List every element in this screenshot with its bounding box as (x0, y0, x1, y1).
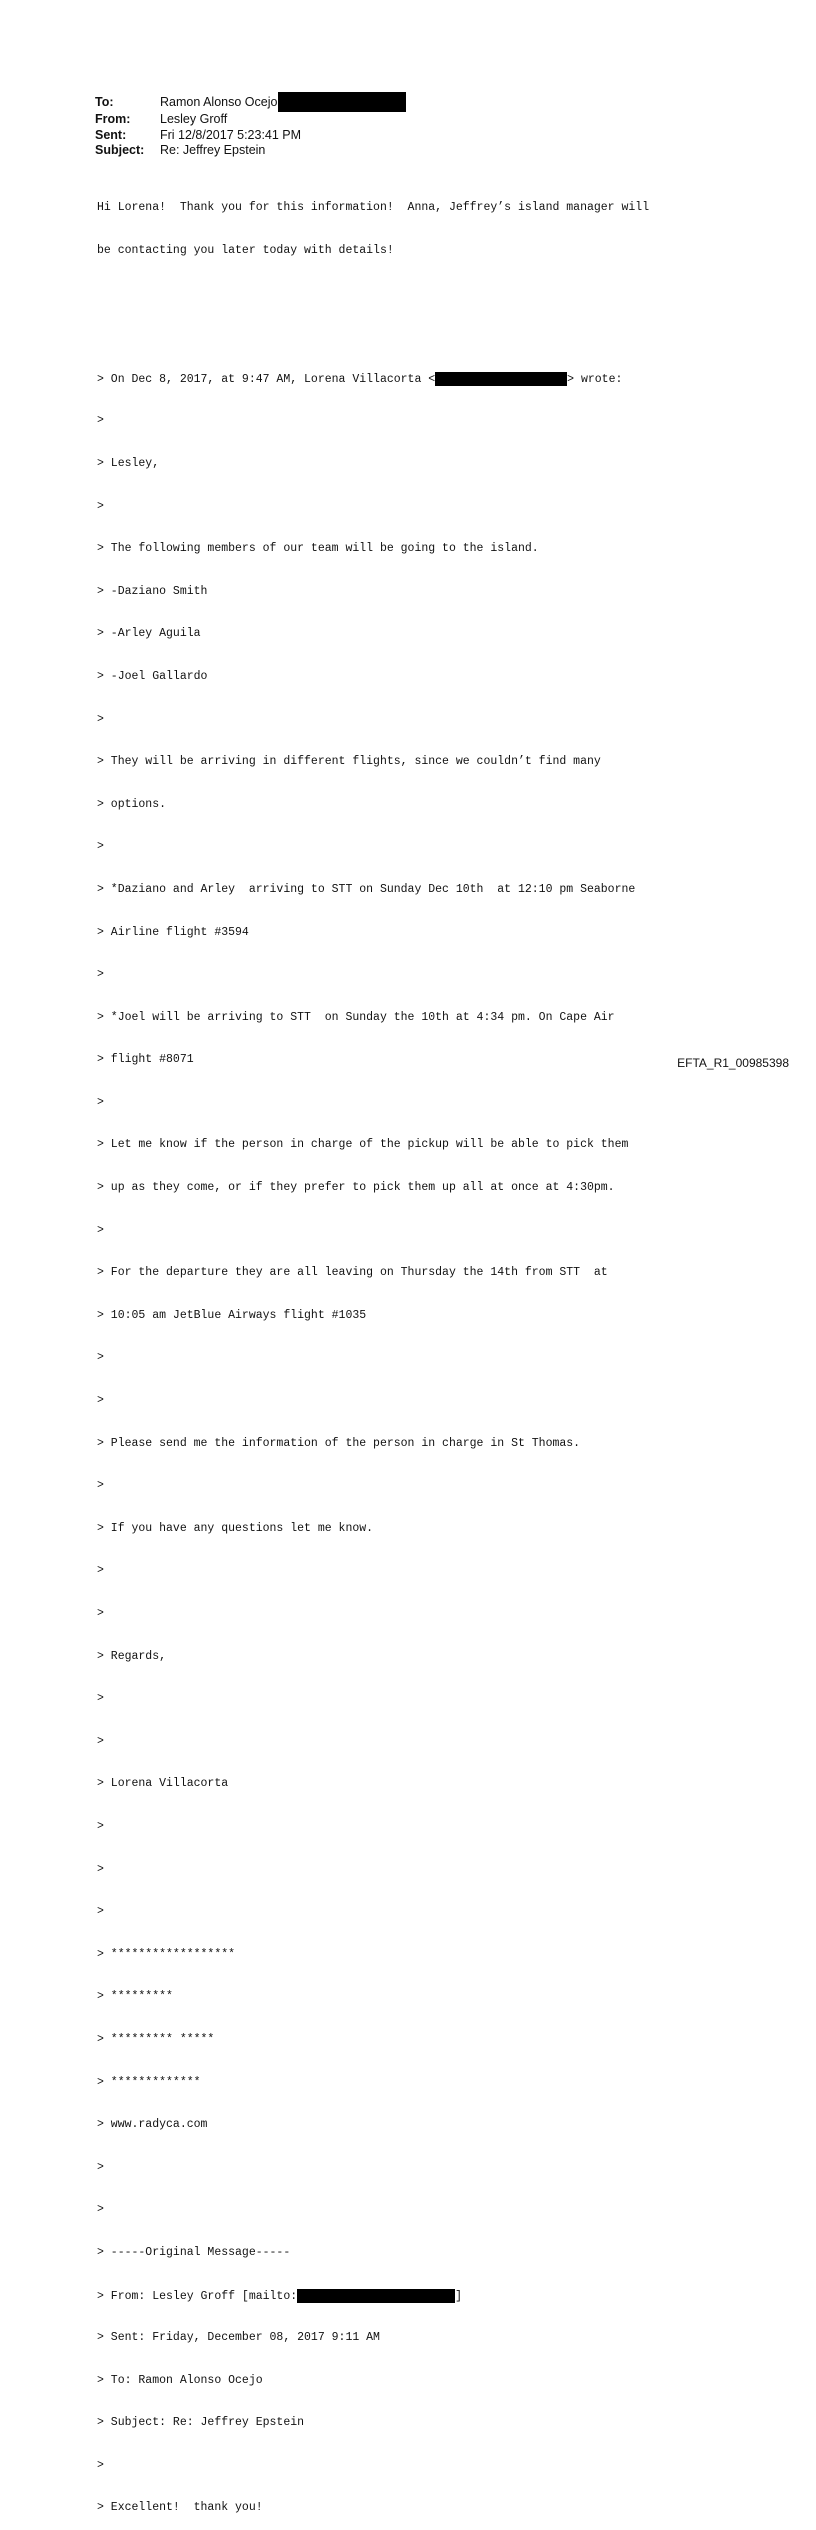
to-value: Ramon Alonso Ocejo (160, 95, 278, 109)
blank-line (97, 329, 649, 343)
quoted-line: > flight #8071 (97, 1053, 194, 1067)
quoted-line: > ************* (97, 2075, 201, 2089)
from-row (95, 112, 406, 128)
quoted-line: > up as they come, or if they prefer to pick them up all at once at 4:30pm. (97, 1181, 615, 1195)
quoted-line: > (97, 1734, 104, 1748)
quoted-line: > (97, 1223, 104, 1237)
quote-intro-tail: > wrote: (567, 372, 623, 386)
quoted-line: > (97, 1819, 104, 1833)
quoted-line: > (97, 840, 104, 854)
quoted-line: > -----Original Message----- (97, 2245, 291, 2259)
quoted-line: > (97, 1479, 104, 1493)
quote-intro-text: > On Dec 8, 2017, at 9:47 AM, Lorena Villacorta < (97, 372, 436, 386)
quoted-line: > 10:05 am JetBlue Airways flight #1035 (97, 1308, 367, 1322)
quoted-line: > (97, 968, 104, 982)
sent-value: Fri 12/8/2017 5:23:41 PM (160, 127, 302, 142)
quoted-line: > (97, 2203, 104, 2217)
quoted-line: > (97, 1564, 104, 1578)
quoted-line: > (97, 712, 104, 726)
subject-row (95, 143, 406, 159)
quoted-line: > (97, 1095, 104, 1109)
quoted-line: > Let me know if the person in charge of the pickup will be able to pick them (97, 1138, 629, 1152)
quoted-line: > options. (97, 797, 167, 811)
quoted-line: > -Joel Gallardo (97, 669, 208, 683)
from-value: Lesley Groff (160, 112, 228, 126)
email-header (95, 95, 406, 159)
quoted-line: > If you have any questions let me know. (97, 1521, 374, 1535)
subject-value: Re: Jeffrey Epstein (160, 143, 266, 157)
quoted-line: > (97, 1692, 104, 1706)
blank-line (97, 287, 649, 301)
body-line: be contacting you later today with details! (97, 244, 394, 257)
quoted-line: > Subject: Re: Jeffrey Epstein (97, 2416, 305, 2430)
quoted-line: > Lesley, (97, 456, 160, 470)
quoted-line: > Airline flight #3594 (97, 925, 249, 939)
quoted-line: > ****************** (97, 1947, 236, 1961)
quoted-line: > (97, 1351, 104, 1365)
quoted-line: > ********* (97, 1990, 173, 2004)
quoted-line: > (97, 2160, 104, 2174)
quoted-from-tail: ] (455, 2289, 463, 2303)
quoted-line: > (97, 414, 104, 428)
quoted-line: > Sent: Friday, December 08, 2017 9:11 AM (97, 2331, 380, 2345)
redaction-box (435, 372, 567, 386)
to-label: To: (95, 95, 114, 109)
to-row (95, 95, 406, 112)
quoted-line (97, 372, 649, 386)
subject-label: Subject: (95, 143, 145, 157)
quoted-from-text: > From: Lesley Groff [mailto: (97, 2289, 298, 2303)
quoted-line: > (97, 2458, 104, 2472)
quoted-line: > Excellent! thank you! (97, 2501, 263, 2515)
quoted-line: > (97, 499, 104, 513)
body-line: Hi Lorena! Thank you for this information! Anna, Jeffrey’s island manager will (97, 201, 650, 215)
quoted-line: > (97, 1905, 104, 1919)
from-label: From: (95, 112, 131, 126)
quoted-line: > www.radyca.com (97, 2118, 208, 2132)
quoted-line: > (97, 1862, 104, 1876)
redaction-box (278, 92, 406, 112)
quoted-line: > -Arley Aguila (97, 627, 201, 641)
quoted-line: > -Daziano Smith (97, 584, 208, 598)
email-body (97, 173, 649, 2530)
quoted-line: > ********* ***** (97, 2032, 215, 2046)
quoted-line: > Lorena Villacorta (97, 1777, 229, 1791)
quoted-line: > Please send me the information of the person in charge in St Thomas. (97, 1436, 581, 1450)
quoted-line: > (97, 1394, 104, 1408)
redaction-box (297, 2289, 455, 2303)
quoted-line: > *Joel will be arriving to STT on Sunday the 10th at 4:34 pm. On Cape Air (97, 1010, 615, 1024)
quoted-line: > The following members of our team will be going to the island. (97, 542, 539, 556)
sent-row (95, 128, 406, 144)
quoted-line (97, 2289, 649, 2303)
quoted-line: > (97, 1607, 104, 1620)
document-id: EFTA_R1_00985398 (677, 1056, 789, 1070)
quoted-line: > To: Ramon Alonso Ocejo (97, 2373, 263, 2387)
quoted-line: > For the departure they are all leaving on Thursday the 14th from STT at (97, 1266, 608, 1280)
quoted-line: > *Daziano and Arley arriving to STT on Sunday Dec 10th at 12:10 pm Seaborne (97, 882, 636, 896)
quoted-line: > They will be arriving in different flights, since we couldn’t find many (97, 755, 601, 769)
quoted-line: > Regards, (97, 1649, 167, 1663)
sent-label: Sent: (95, 127, 127, 142)
